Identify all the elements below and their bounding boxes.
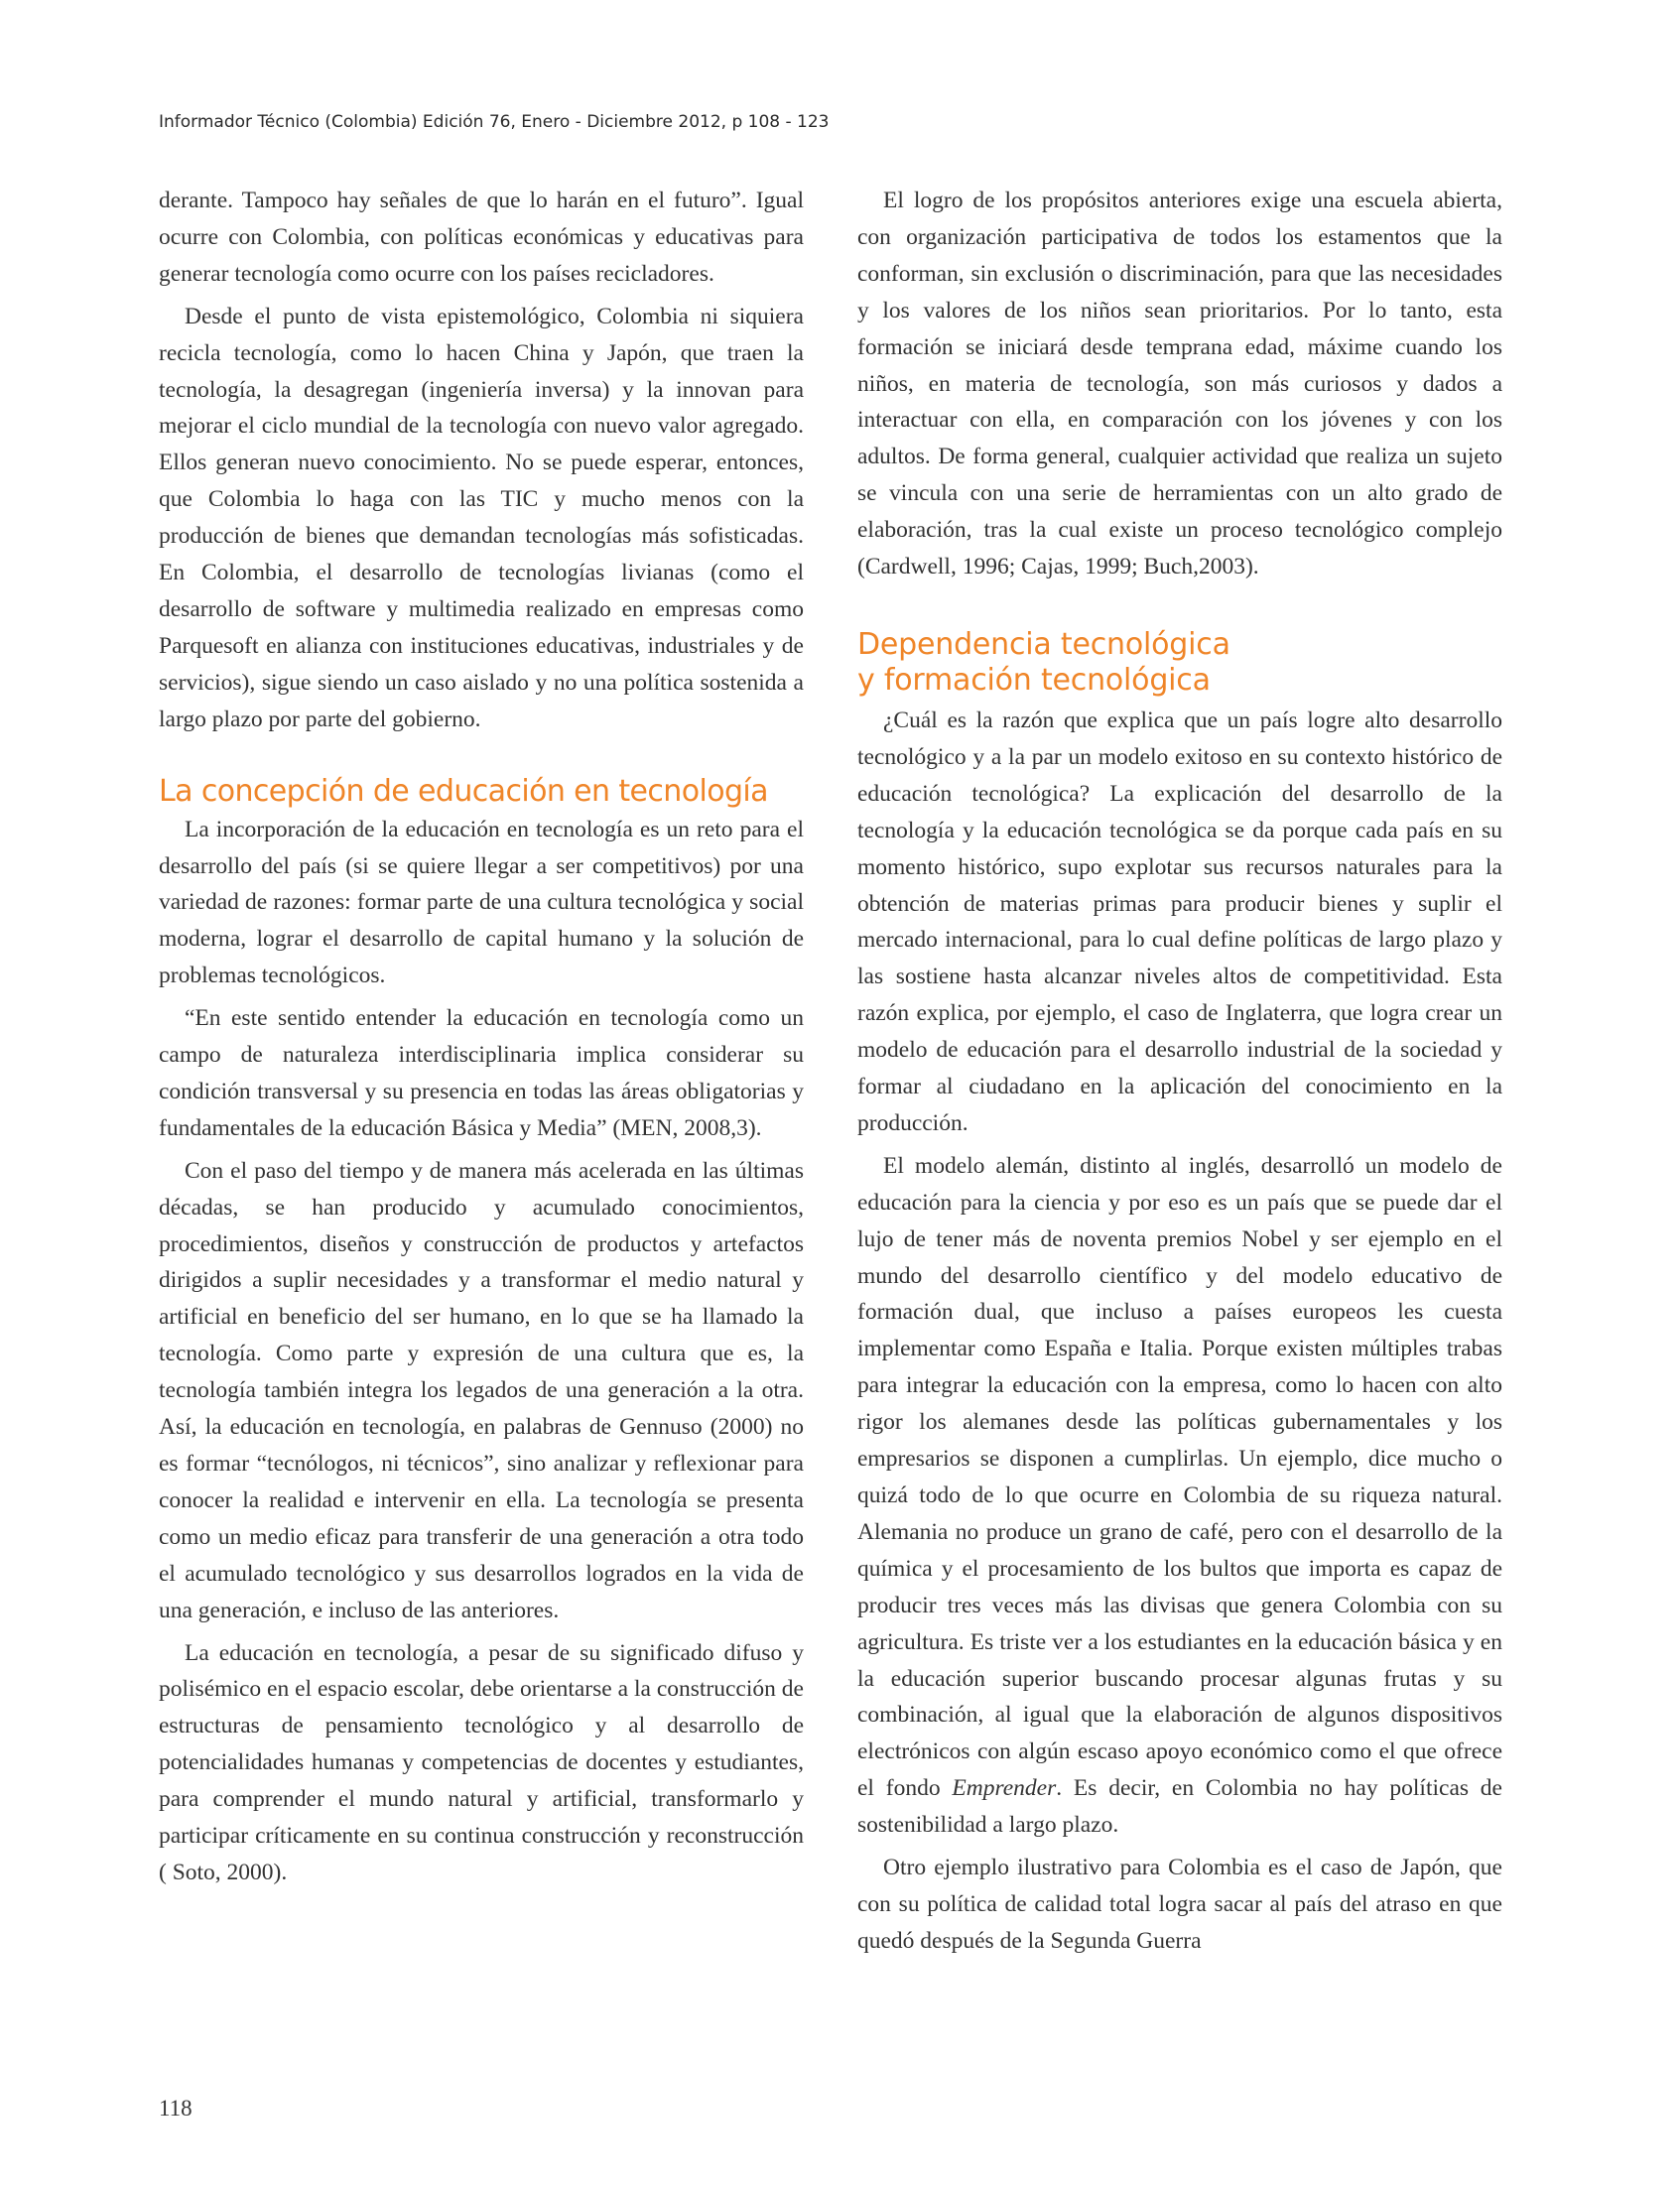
paragraph: derante. Tampoco hay señales de que lo harán en el futuro”. Igual ocurre con Colombia, con políticas económicas y educativas para generar tecnología como ocurre con los países recicladores.: [159, 188, 804, 287]
paragraph: Con el paso del tiempo y de manera más acelerada en las últimas décadas, se han producido y acumulado conocimientos, procedimientos, diseños y construcción de productos y artefactos dirigidos a suplir necesidades y a transformar el medio natural y artificial en beneficio del ser humano, en lo que se ha llamado la tecnología. Como parte y expresión de una cultura que es, la tecnología también integra los legados de una generación a la otra. Así, la educación en tecnología, en palabras de Gennuso (2000) no es formar “tecnólogos, ni técnicos”, sino analizar y reflexionar para conocer la realidad e intervenir en ella. La tecnología se presenta como un medio eficaz para transferir de una generación a otra todo el acumulado tecnológico y sus desarrollos logrados en la vida de una generación, e incluso de las anteriores.: [159, 1157, 804, 1623]
paragraph-text: El modelo alemán, distinto al inglés, desarrolló un modelo de educación para la ciencia y por eso es un país que se puede dar el lujo de tener más de noventa premios Nobel y ser ejemplo en el mundo del desarrollo científico y del modelo educativo de formación dual, que incluso a países europeos les cuesta implementar como España e Italia. Porque existen múltiples trabas para integrar la educación con la empresa, como lo hacen con alto rigor los alemanes desde las políticas gubernamentales y los empresarios se disponen a cumplirlas. Un ejemplo, dice mucho o quizá todo de lo que ocurre en Colombia de su riqueza natural. Alemania no produce un grano de café, pero con el desarrollo de la química y el procesamiento de los bultos que importa es capaz de producir tres veces más las divisas que genera Colombia con su agricultura. Es triste ver a los estudiantes en la educación básica y en la educación superior buscando procesar algunas frutas y su combinación, al igual que la elaboración de algunos dispositivos electrónicos con algún escaso apoyo económico como el que ofrece el fondo: [857, 1152, 1502, 1802]
paragraph: Desde el punto de vista epistemológico, Colombia ni siquiera recicla tecnología, como lo hacen China y Japón, que traen la tecnología, la desagregan (ingeniería inversa) y la innovan para mejorar el ciclo mundial de la tecnología con nuevo valor agregado. Ellos generan nuevo conocimiento. No se puede esperar, entonces, que Colombia lo haga con las TIC y mucho menos con la producción de bienes que demandan tecnologías más sofisticadas. En Colombia, el desarrollo de tecnologías livianas (como el desarrollo de software y multimedia realizado en empresas como Parquesoft en alianza con instituciones educativas, industriales y de servicios), sigue siendo un caso aislado y no una política sostenida a largo plazo por parte del gobierno.: [159, 303, 804, 732]
paragraph: [857, 1148, 1502, 1844]
right-column: [857, 183, 1502, 1966]
paragraph: La incorporación de la educación en tecnología es un reto para el desarrollo del país (si se quiere llegar a ser competitivos) por una variedad de razones: formar parte de una cultura tecnológica y social moderna, lograr el desarrollo de capital humano y la solución de problemas tecnológicos.: [159, 816, 804, 989]
left-column: [159, 183, 804, 1897]
page-number: 118: [159, 2096, 193, 2121]
fund-name: Emprender: [952, 1775, 1057, 1802]
paragraph: ¿Cuál es la razón que explica que un país logre alto desarrollo tecnológico y a la par un modelo exitoso en su contexto histórico de educación tecnológica? La explicación del desarrollo de la tecnología y la educación tecnológica se da porque cada país en su momento histórico, supo explotar sus recursos naturales para la obtención de materias primas para producir bienes y suplir el mercado internacional, para lo cual define políticas de largo plazo y las sostiene hasta alcanzar niveles altos de competitividad. Esta razón explica, por ejemplo, el caso de Inglaterra, que logra crear un modelo de educación para el desarrollo industrial de la sociedad y formar al ciudadano en la aplicación del conocimiento en la producción.: [857, 707, 1502, 1136]
section-heading-line: y formación tecnológica: [857, 662, 1211, 698]
section-heading: La concepción de educación en tecnología: [159, 773, 768, 809]
section-heading: [857, 627, 1502, 699]
paragraph: La educación en tecnología, a pesar de su significado difuso y polisémico en el espacio escolar, debe orientarse a la construcción de estructuras de pensamiento tecnológico y al desarrollo de potencialidades humanas y competencias de docentes y estudiantes, para comprender el mundo natural y artificial, transformarlo y participar críticamente en su continua construcción y reconstrucción ( Soto, 2000).: [159, 1639, 804, 1885]
running-header: Informador Técnico (Colombia) Edición 76, Enero - Diciembre 2012, p 108 - 123: [159, 112, 830, 132]
paragraph: “En este sentido entender la educación en tecnología como un campo de naturaleza interdisciplinaria implica considerar su condición transversal y su presencia en todas las áreas obligatorias y fundamentales de la educación Básica y Media” (MEN, 2008,3).: [159, 1005, 804, 1141]
paragraph: El logro de los propósitos anteriores exige una escuela abierta, con organización participativa de todos los estamentos que la conforman, sin exclusión o discriminación, para que las necesidades y los valores de los niños sean prioritarios. Por lo tanto, esta formación se iniciará desde temprana edad, máxime cuando los niños, en materia de tecnología, son más curiosos y dados a interactuar con ella, en comparación con los jóvenes y con los adultos. De forma general, cualquier actividad que realiza un sujeto se vincula con una serie de herramientas con un alto grado de elaboración, tras la cual existe un proceso tecnológico complejo (Cardwell, 1996; Cajas, 1999; Buch,2003).: [857, 188, 1502, 580]
paragraph-text: . Es decir, en Colombia no hay políticas de sostenibilidad a largo plazo.: [857, 1775, 1502, 1839]
paragraph: Otro ejemplo ilustrativo para Colombia es el caso de Japón, que con su política de calidad total logra sacar al país del atraso en que quedó después de la Segunda Guerra: [857, 1855, 1502, 1954]
section-heading-line: Dependencia tecnológica: [857, 626, 1230, 662]
